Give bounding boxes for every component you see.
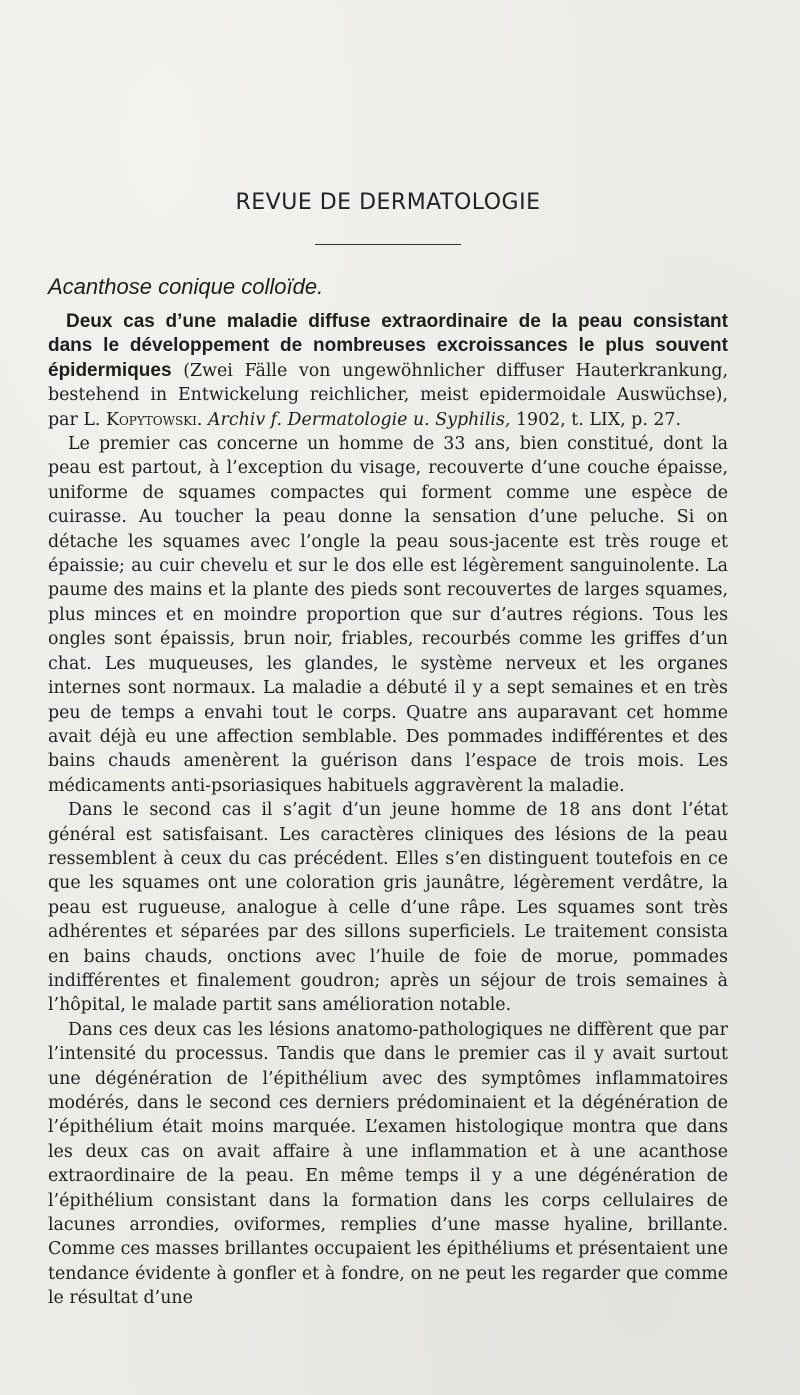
section-title: Acanthose conique colloïde. — [48, 274, 324, 299]
article-title: Deux cas d’une maladie diffuse extraordinaire de la peau consistant dans le développement de nombreuses excroissances le plus souvent épidermiques — [48, 311, 728, 381]
paragraph: Dans le second cas il s’agit d’un jeune homme de 18 ans dont l’état général est satisfaisant. Les caractères cliniques des lésions de la peau ressemblent à ceux du cas précédent. Elles s’en distinguent toutefois en ce que les squames ont une coloration gris jaunâtre, légèrement verdâtre, la peau est rugueuse, analogue à celle d’une râpe. Les squames sont très adhérentes et séparées par des sillons superficiels. Le traitement consista en bains chauds, onctions avec l’huile de foie de morue, pommades indifférentes et finalement goudron; après un séjour de trois semaines à l’hôpital, le malade partit sans amélioration notable. — [48, 800, 728, 1016]
header-divider — [315, 244, 461, 245]
paragraph: Le premier cas concerne un homme de 33 ans, bien constitué, dont la peau est partout, à l’exception du visage, recouverte d’une couche épaisse, uniforme de squames compactes qui forment comme une espèce de cuirasse. Au toucher la peau donne la sensation d’une peluche. Si on détache les squames avec l’ongle la peau sous-jacente est très rouge et épaissie; au cuir chevelu et sur le dos elle est légèrement sanguinolente. La paume des mains et la plante des pieds sont recouvertes de larges squames, plus minces et en moindre proportion que sur d’autres régions. Tous les ongles sont épaissis, brun noir, friables, recourbés comme les griffes d’un chat. Les muqueuses, les glandes, le système nerveux et les organes internes sont normaux. La maladie a débuté il y a sept semaines et en très peu de temps a envahi tout le corps. Quatre ans auparavant cet homme avait déjà eu une affection semblable. Des pommades indifférentes et des bains chauds amenèrent la guérison dans l’espace de trois mois. Les médicaments anti-psoriasiques habituels aggravèrent la maladie. — [48, 434, 728, 796]
citation-paragraph: Deux cas d’une maladie diffuse extraordinaire de la peau consistant dans le développement de nombreuses excroissances le plus souvent épidermiques (Zwei Fälle von ungewöhnlicher diffuser Hauterkrankung, bestehend in Entwickelung reichlicher, meist epidermoidale Auswüchse), par L. Kopytowski. Archiv f. Dermatologie u. Syphilis, 1902, t. LIX, p. 27. — [48, 311, 728, 430]
page — [48, 0, 728, 1395]
paragraph: Dans ces deux cas les lésions anatomo-pathologiques ne diffèrent que par l’intensité du processus. Tandis que dans le premier cas il y avait surtout une dégénération de l’épithélium avec des symptômes inflammatoires modérés, dans le second ces derniers prédominaient et la dégénération de l’épithélium était moins marquée. L’examen histologique montra que dans les deux cas on avait affaire à une inflammation et à une acanthose extraordinaire de la peau. En même temps il y a une dégénération de l’épithélium consistant dans la formation dans les corps cellulaires de lacunes arrondies, oviformes, remplies d’une masse hyaline, brillante. Comme ces masses brillantes occupaient les épithéliums et présentaient une tendance évidente à gonfler et à fondre, on ne peut les regarder que comme le résultat d’une — [48, 1019, 728, 1309]
journal-name: Archiv f. Dermatologie u. Syphilis, — [207, 409, 511, 430]
citation-details: 1902, t. LIX, p. 27. — [515, 409, 682, 430]
running-header: REVUE DE DERMATOLOGIE — [235, 190, 541, 215]
original-title: (Zwei Fälle von ungewöhnlicher diffuser Hauterkrankung, bestehend in Entwickelung reichlicher, meist epidermoidale Auswüchse), par L. — [48, 360, 728, 430]
author-name: Kopytowski — [105, 409, 197, 430]
article-body — [48, 310, 728, 1311]
